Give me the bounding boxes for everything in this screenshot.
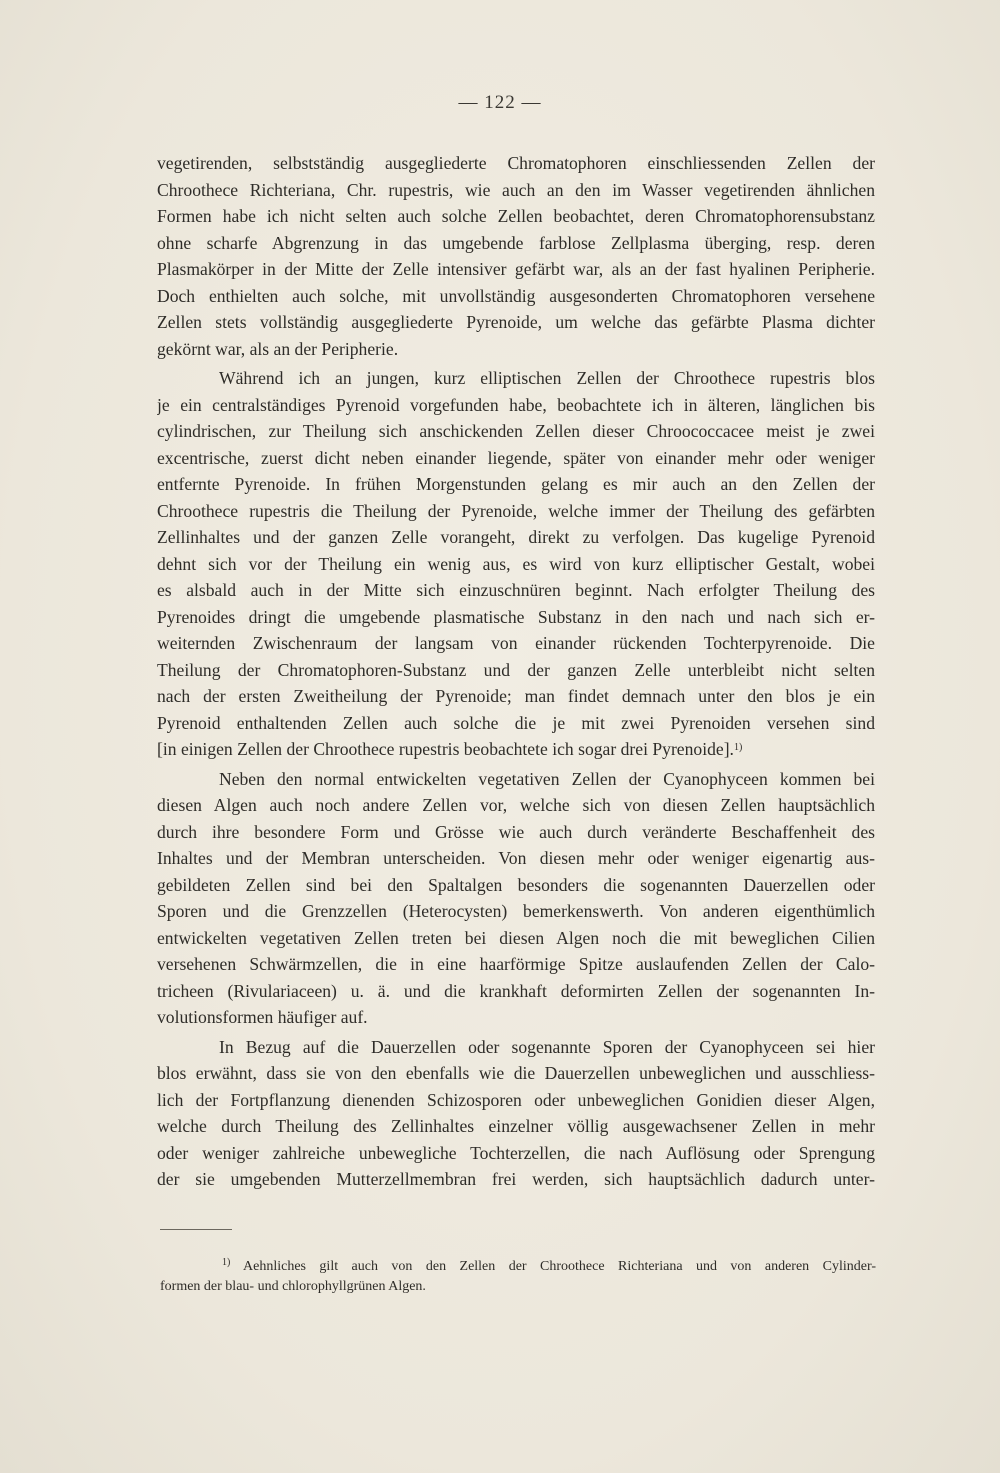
paragraph-4: [157, 1034, 875, 1193]
paragraph-1: [157, 150, 875, 362]
text-line: versehenen Schwärmzellen, die in eine haarförmige Spitze auslaufenden Zellen der Calo-: [157, 954, 875, 974]
footnote-text: Aehnliches gilt auch von den Zellen der Chroothece Richteriana und von anderen Cylinder-: [243, 1259, 876, 1274]
text-line: gebildeten Zellen sind bei den Spaltalgen besonders die sogenannten Dauerzellen oder: [157, 874, 875, 895]
text-line: Doch enthielten auch solche, mit unvollständig ausgesonderten Chromatophoren versehene: [157, 285, 875, 306]
paragraph-3: [157, 766, 875, 1031]
text-line: blos erwähnt, dass sie von den ebenfalls wie die Dauerzellen unbeweglichen und ausschliess-: [157, 1063, 875, 1083]
text-line: Während ich an jungen, kurz elliptischen Zellen der Chroothece rupestris blos: [219, 368, 875, 388]
text-line: dehnt sich vor der Theilung ein wenig aus, es wird von kurz elliptischer Gestalt, wobei: [157, 553, 875, 574]
text-line: ohne scharfe Abgrenzung in das umgebende farblose Zellplasma überging, resp. deren: [157, 232, 875, 253]
text-line: In Bezug auf die Dauerzellen oder sogenannte Sporen der Cyanophyceen sei hier: [219, 1036, 875, 1057]
text-line: Pyrenoid enthaltenden Zellen auch solche die je mit zwei Pyrenoiden versehen sind: [157, 712, 875, 733]
text-line: Chroothece rupestris die Theilung der Pyrenoide, welche immer der Theilung des gefärbten: [157, 500, 875, 521]
text-line: Formen habe ich nicht selten auch solche Zellen beobachtet, deren Chromatophorensubstanz: [157, 206, 875, 226]
text-line: [in einigen Zellen der Chroothece rupestris beobachtete ich sogar drei Pyrenoide].: [157, 739, 734, 759]
text-line: nach der ersten Zweitheilung der Pyrenoide; man findet demnach unter den blos je ein: [157, 686, 875, 706]
text-line: Neben den normal entwickelten vegetativen Zellen der Cyanophyceen kommen bei: [219, 768, 875, 789]
footnote-line: [160, 1257, 876, 1277]
body-text: [157, 150, 875, 1193]
text-line: Zellen stets vollständig ausgegliederte Pyrenoide, um welche das gefärbte Plasma dichter: [157, 312, 875, 332]
text-line: durch ihre besondere Form und Grösse wie auch durch veränderte Beschaffenheit des: [157, 821, 875, 842]
text-line: gekörnt war, als an der Peripherie.: [157, 338, 399, 359]
text-line: Chroothece Richteriana, Chr. rupestris, wie auch an den im Wasser vegetirenden ähnlichen: [157, 179, 875, 200]
text-line: Sporen und die Grenzzellen (Heterocysten) bemerkenswerth. Von anderen eigenthümlich: [157, 901, 875, 921]
page-number: — 122 —: [458, 92, 542, 113]
footnote-line: formen der blau- und chlorophyllgrünen Algen.: [160, 1279, 426, 1294]
text-line: es alsbald auch in der Mitte sich einzuschnüren beginnt. Nach erfolgter Theilung des: [157, 580, 875, 600]
text-line: entfernte Pyrenoide. In frühen Morgenstunden gelang es mir auch an den Zellen der: [157, 474, 875, 494]
text-line: Pyrenoides dringt die umgebende plasmatische Substanz in den nach und nach sich er-: [157, 606, 875, 627]
text-line: je ein centralständiges Pyrenoid vorgefunden habe, beobachtete ich in älteren, länglichen bis: [157, 394, 875, 415]
text-line: volutionsformen häufiger auf.: [157, 1007, 368, 1027]
text-line: diesen Algen auch noch andere Zellen vor, welche sich von diesen Zellen hauptsächlich: [157, 795, 875, 815]
text-line: welche durch Theilung des Zellinhaltes einzelner völlig ausgewachsener Zellen in mehr: [157, 1116, 875, 1136]
text-line: Zellinhaltes und der ganzen Zelle vorangeht, direkt zu verfolgen. Das kugelige Pyrenoid: [157, 527, 875, 547]
text-line-with-footnote: [157, 736, 875, 763]
text-line: Inhaltes und der Membran unterscheiden. Von diesen mehr oder weniger eigenartig aus-: [157, 848, 875, 868]
text-line: tricheen (Rivulariaceen) u. ä. und die krankhaft deformirten Zellen der sogenannten In-: [157, 980, 875, 1001]
paragraph-2: [157, 365, 875, 763]
text-line: entwickelten vegetativen Zellen treten bei diesen Algen noch die mit beweglichen Cilien: [157, 927, 875, 948]
text-line: lich der Fortpflanzung dienenden Schizosporen oder unbeweglichen Gonidien dieser Algen,: [157, 1089, 875, 1110]
footnote: [160, 1257, 876, 1297]
text-line: Plasmakörper in der Mitte der Zelle intensiver gefärbt war, als an der fast hyalinen Peripherie.: [157, 259, 875, 279]
text-line: cylindrischen, zur Theilung sich anschickenden Zellen dieser Chroococcacee meist je zwei: [157, 421, 875, 441]
text-line: der sie umgebenden Mutterzellmembran frei werden, sich hauptsächlich dadurch unter-: [157, 1169, 875, 1189]
footnote-divider: [160, 1229, 232, 1230]
text-line: excentrische, zuerst dicht neben einander liegende, später von einander mehr oder weniger: [157, 447, 875, 468]
footnote-marker: 1): [222, 1257, 231, 1268]
text-line: oder weniger zahlreiche unbewegliche Tochterzellen, die nach Auflösung oder Sprengung: [157, 1142, 875, 1163]
text-line: weiternden Zwischenraum der langsam von einander rückenden Tochterpyrenoide. Die: [157, 633, 875, 653]
footnote-reference: 1): [733, 742, 743, 753]
text-line: Theilung der Chromatophoren-Substanz und der ganzen Zelle unterbleibt nicht selten: [157, 659, 875, 680]
text-line: vegetirenden, selbstständig ausgegliederte Chromatophoren einschliessenden Zellen der: [157, 153, 875, 173]
